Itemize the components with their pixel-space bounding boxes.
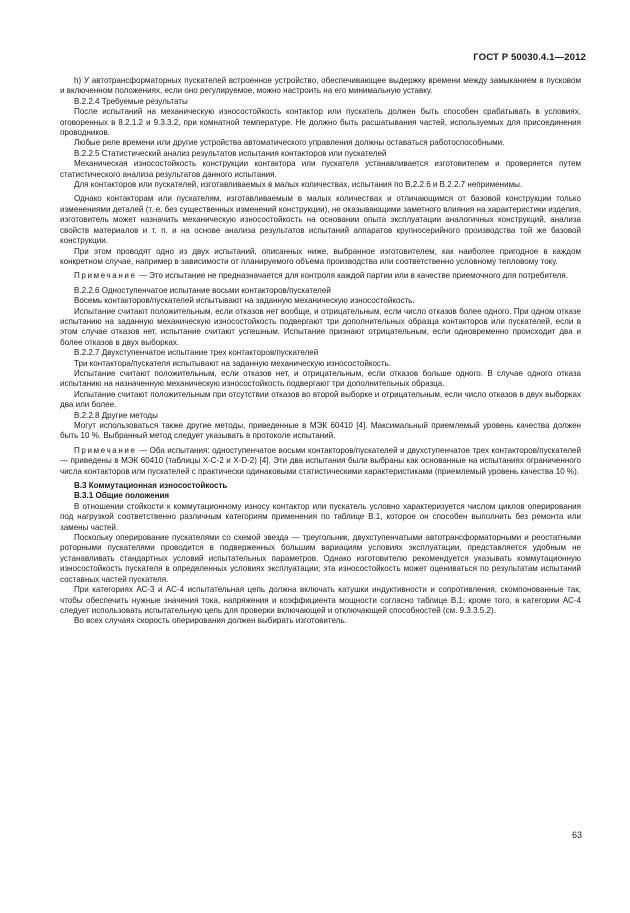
note: Примечание — Оба испытания: одноступенчатое восьми контакторов/пускателей и двухступенчатое трех контакторов/пускателей — приведены в МЭК 60410 (таблицы X-C-2 и X-D-2) [4]. Эти два испытания были выбраны как основанные на испытаниях ограниченного числа контакторов или пускателей с практически одинаковыми статистическими характеристиками (приемлемый уровень качества 10 %). <box>60 445 581 476</box>
paragraph: Испытание считают положительным, если отказов нет вообще, и отрицательным, если число отказов более одного. При одном отказе испытанию на заданную механическую износостойкость подвергают три дополнительных образца контакторов или пускателей, если в этом случае отказов нет, испытание считают успешным. Испытание признают отрицательным, если одновременно происходит два и более отказов в двух выборках. <box>60 306 581 347</box>
paragraph: Механическая износостойкость конструкции контактора или пускателя устанавливается изготовителем и проверяется путем статистического анализа результатов данного испытания. <box>60 159 581 179</box>
paragraph: Три контактора/пускателя испытывают на заданную механическую износостойкость. <box>74 358 392 368</box>
paragraph: Восемь контакторов/пускателей испытывают на заданную механическую износостойкость. <box>74 296 415 306</box>
paragraph: В отношении стойкости к коммутационному износу контактор или пускатель условно характеризуется числом циклов оперирования под нагрузкой соответственно различным категориям применения по таблице В.1, которое он способен выполнить без ремонта или замены частей. <box>60 501 581 532</box>
paragraph: При этом проводят одно из двух испытаний, описанных ниже, выбранное изготовителем, как наиболее пригодное в каждом конкретном случае, например в зависимости от планируемого объема производства или соответственно условному тепловому току. <box>60 246 581 266</box>
paragraph: Поскольку оперирование пускателями со схемой звезда — треугольник, двухступенчатыми автотрансформаторными и реостатными роторными пускателями проводится в подверженных большим вариациям условиях эксплуатации, представляется удобным не устанавливать стандартных условий испытательных параметров. Однако изготовителю рекомендуется указывать коммутационную износостойкость пускателя в определенных условиях эксплуатации; эта износостойкость может оцениваться по результатам испытаний составных частей пускателя. <box>60 533 581 584</box>
section-heading: В.3 Коммутационная износостойкость <box>74 481 228 491</box>
subsection-heading: В.3.1 Общие положения <box>74 491 170 501</box>
paragraph: Любые реле времени или другие устройства автоматического управления должны оставаться работоспособными. <box>74 138 505 148</box>
subsection-heading: В.2.2.4 Требуемые результаты <box>74 96 188 106</box>
paragraph: Однако контакторам или пускателям, изготавливаемым в малых количествах и отличающимся от базовой конструкции только изменениями деталей (т. е. без существенных изменений конструкции), не оказывающими заметного влияния на характеристики изделия, изготовитель может назначить механическую износостойкость на основании опыта эксплуатации аналогичных конструкций, анализа свойств материалов и т. п. и на основе анализа результатов испытаний аппаратов крупносерийного производства той же базовой конструкции. <box>60 194 581 246</box>
subsection-heading: В.2.2.5 Статистический анализ результатов испытания контакторов или пускателей <box>74 148 387 158</box>
paragraph: Могут использоваться также другие методы, приведенные в МЭК 60410 [4]. Максимальный приемлемый уровень качества должен быть 10 %. Выбранный метод следует указывать в протоколе испытаний. <box>60 421 581 441</box>
subsection-heading: В.2.2.6 Одноступенчатое испытание восьми контакторов/пускателей <box>74 285 331 295</box>
subsection-heading: В.2.2.7 Двухступенчатое испытание трех контакторов/пускателей <box>74 348 319 358</box>
note-label: Примечание <box>74 271 137 281</box>
paragraph: Испытание считают положительным, если отказов нет, и отрицательным, если отказов больше одного. В случае одного отказа испытанию на назначенную механическую износостойкость подвергают три дополнительных образца. <box>60 368 581 389</box>
paragraph: После испытаний на механическую износостойкость контактор или пускатель должен быть способен срабатывать в условиях, оговоренных в 8.2.1.2 и 9.3.3.2, при комнатной температуре. Не должно быть расшатывания частей, используемых для присоединения проводников. <box>60 107 581 138</box>
subsection-heading: В.2.2.8 Другие методы <box>74 410 158 420</box>
body-text <box>60 76 581 627</box>
paragraph: При категориях АС-3 и АС-4 испытательная цепь должна включать катушки индуктивности и сопротивления, скомпонованные так, чтобы обеспечить нужные значения тока, напряжения и коэффициента мощности согласно таблице В.1; кроме того, в категории АС-4 следует использовать испытательную цепь для проверки включающей и отключающей способностей (см. 9.3.3.5.2). <box>60 585 581 615</box>
note: Примечание — Это испытание не предназначается для контроля каждой партии или в качестве приемочного для потребителя. <box>74 271 568 281</box>
standard-designation: ГОСТ Р 50030.4.1—2012 <box>473 52 586 63</box>
note-label: Примечание <box>74 445 137 455</box>
paragraph: Во всех случаях скорость оперирования должен выбирать изготовитель. <box>74 616 347 626</box>
paragraph: Для контакторов или пускателей, изготавливаемых в малых количествах, испытания по В.2.2.6 и В.2.2.7 неприменимы. <box>74 180 523 190</box>
paragraph: Испытание считают положительным при отсутствии отказов во второй выборке и отрицательным, если число отказов в двух выборках два или более. <box>60 389 581 410</box>
page-number: 63 <box>571 830 582 840</box>
paragraph: h) У автотрансформаторных пускателей встроенное устройство, обеспечивающее выдержку времени между замыканием в пусковом и включенном положениях, если оно регулируемое, можно настроить на его минимальную уставку. <box>60 76 581 96</box>
